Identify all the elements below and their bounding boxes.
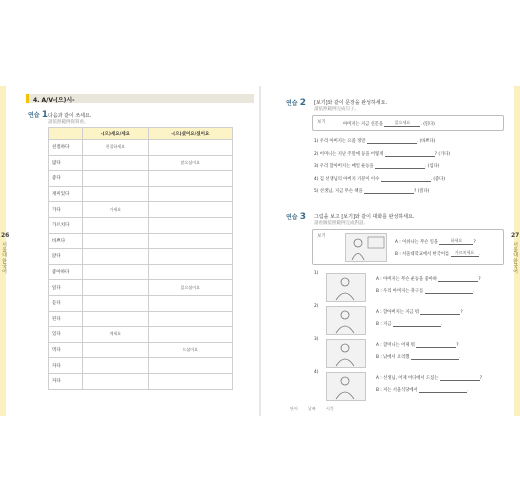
table-row: [49, 358, 233, 374]
item-number: 3): [314, 164, 319, 169]
example-label: 보기: [317, 234, 326, 239]
table-row: [49, 171, 233, 187]
table-header-cell: -(으)셨어요/셨어요: [148, 128, 232, 140]
dialogue-line-a: A : 선생님, 어제 어디에서 드셨는 ?: [376, 376, 483, 381]
line-b-text: B : 우리 아버지는 축구를: [376, 289, 424, 294]
table-row: [49, 140, 233, 156]
table-cell-present: [83, 186, 149, 202]
item-number: 2): [314, 151, 319, 157]
item-hint: . (좋다): [430, 176, 445, 182]
line-b-text: B : 낚에서 요리했: [376, 355, 410, 360]
table-cell-past: [148, 264, 232, 280]
answer-blank[interactable]: [420, 314, 460, 315]
footer-words: 단어: [290, 406, 298, 411]
footer-date: 날짜: [308, 406, 316, 411]
practice-2-item: [314, 188, 429, 194]
answer-blank[interactable]: [416, 347, 456, 348]
table-cell-past: [148, 295, 232, 311]
table-cell-word: 재미있다: [49, 186, 83, 202]
left-side-tab-text: 서울대 한국어: [1, 242, 7, 274]
table-cell-present: [83, 342, 149, 358]
item-text: 어머니는 지난 주말에 등을 어떻게: [319, 151, 384, 157]
table-cell-present: [83, 233, 149, 249]
table-cell-present: [83, 171, 149, 187]
practice-2-item: [314, 138, 435, 144]
example-sentence: 아버지는 지금 신문을: [343, 122, 384, 127]
answer-blank[interactable]: [419, 392, 467, 393]
practice-2-instruction-sub: 請依照範例完成句子。: [314, 107, 359, 112]
answer-blank[interactable]: [375, 168, 425, 169]
table-cell-present: [83, 311, 149, 327]
table-cell-present: [83, 280, 149, 296]
item-number: 4): [314, 370, 319, 375]
item-number: 1): [314, 271, 319, 276]
dialogue-illustration: [326, 339, 366, 368]
table-cell-past: [148, 249, 232, 265]
table-cell-word: 듣다: [49, 295, 83, 311]
table-cell-word: 자다: [49, 358, 83, 374]
item-number: 2): [314, 304, 319, 309]
table-cell-word: 자다: [49, 373, 83, 389]
table-row: [49, 311, 233, 327]
line-b-text: B : 저는 서울식당에서: [376, 388, 418, 393]
example-label: 보기: [317, 120, 326, 125]
table-cell-past: [148, 171, 232, 187]
example-a-answer: 하세요: [450, 238, 463, 243]
lesson-title-bar: [26, 94, 254, 103]
practice-2-heading: [286, 98, 306, 108]
practice-2-item: [314, 151, 450, 157]
item-number: 4): [314, 176, 319, 182]
right-side-tab-text: 서울대 한국어: [512, 242, 518, 274]
example-b-answer: 가르치세요: [454, 250, 475, 255]
practice-1-instruction-sub: 請依照範例寫寫看。: [48, 120, 89, 125]
practice-label: 연습: [28, 112, 40, 119]
teacher-illustration-icon: [346, 234, 386, 261]
dialogue-line-b: B : 낚에서 요리했 .: [376, 355, 461, 360]
table-cell-word: 있다: [49, 327, 83, 343]
table-row: [49, 186, 233, 202]
example-b-blank: [451, 250, 479, 257]
item-number: 5): [314, 189, 319, 194]
table-header-cell: [49, 128, 83, 140]
dialogue-line-a: A : 아버지는 무슨 운동을 좋아하 ?: [376, 277, 481, 282]
table-row: [49, 217, 233, 233]
answer-blank[interactable]: [385, 156, 435, 157]
answer-blank[interactable]: [438, 281, 478, 282]
table-row: [49, 249, 233, 265]
right-page-number: 27: [511, 232, 520, 239]
practice-3-example-box: 보기 A : 이쉬나는 무슨 일을 하세요 ? B : 서울대학교에서 한국어를 가르치세요 .: [312, 229, 504, 265]
item-hint: . (입다): [425, 164, 440, 169]
practice-2-item: [314, 176, 445, 182]
practice-number: 1: [41, 110, 48, 120]
table-cell-word: 가르치다: [49, 217, 83, 233]
practice-1-heading: [28, 110, 48, 120]
item-hint: . (바쁘다): [416, 139, 436, 144]
dialogue-line-a: A : 할아버지는 지금 뭐 ?: [376, 310, 463, 315]
table-header-row: [49, 128, 233, 140]
answer-blank[interactable]: [440, 380, 480, 381]
practice-label: 연습: [286, 214, 298, 221]
table-cell-word: 된다: [49, 311, 83, 327]
item-text: 김 선생님의 아버지 기분이 이수: [319, 176, 380, 182]
example-answer-blank: [384, 120, 420, 127]
table-cell-past: [148, 202, 232, 218]
item-number: 1): [314, 139, 319, 144]
answer-blank[interactable]: [425, 293, 473, 294]
table-cell-word: 바쁘다: [49, 233, 83, 249]
practice-2-instruction: [보기]와 같이 문장을 완성하세요.: [314, 100, 388, 106]
dialogue-line-b: B : 저는 서울식당에서 .: [376, 388, 469, 393]
table-cell-past: [148, 373, 232, 389]
table-row: [49, 373, 233, 389]
table-row: [49, 327, 233, 343]
table-cell-present: [83, 295, 149, 311]
table-row: [49, 280, 233, 296]
table-cell-past: [148, 140, 232, 156]
table-header-cell: -(으)세요/세요: [83, 128, 149, 140]
line-a-text: A : 아버지는 무슨 운동을 좋아하: [376, 277, 438, 282]
table-row: [49, 155, 233, 171]
person-illustration-icon: [327, 274, 365, 301]
table-cell-word: 읽다: [49, 280, 83, 296]
table-cell-past: [148, 217, 232, 233]
table-cell-word: 가다: [49, 202, 83, 218]
book-gutter: [259, 86, 261, 416]
dialogue-line-b: B : 지금 .: [376, 322, 443, 327]
table-row: [49, 264, 233, 280]
practice-2-item: [314, 163, 439, 169]
practice-3-instruction-sub: 請看圖依照範例完成對話。: [314, 221, 368, 226]
item-hint: ? (읽다): [414, 189, 430, 194]
dialogue-illustration: [326, 273, 366, 302]
line-a-text: A : 할아버지는 지금 뭐: [376, 310, 420, 315]
dialogue-line-b: B : 우리 아버지는 축구를 .: [376, 289, 474, 294]
table-cell-word: 많다: [49, 155, 83, 171]
example-hint: . (읽다): [420, 122, 435, 127]
table-cell-present: [83, 249, 149, 265]
practice-2-example-box: [312, 115, 504, 131]
person-illustration-icon: [327, 373, 365, 400]
person-illustration-icon: [327, 340, 365, 367]
lesson-title: 4. A/V-(으)시-: [33, 97, 75, 104]
item-number: 3): [314, 337, 319, 342]
item-hint: ? (가다): [434, 151, 451, 157]
practice-1-instruction: 다음과 같이 쓰세요.: [48, 113, 92, 119]
dialogue-illustration: [326, 372, 366, 401]
conjugation-table: [48, 127, 233, 390]
table-row: [49, 342, 233, 358]
table-cell-present: [83, 358, 149, 374]
item-text: 선생님, 지금 무슨 책을: [319, 189, 363, 194]
line-a-text: A : 할머니는 어제 뭐: [376, 343, 415, 348]
person-illustration-icon: [327, 307, 365, 334]
answer-blank[interactable]: [411, 359, 459, 360]
item-text: 우리 아버지는 요즘 정말: [319, 139, 366, 144]
example-a-text: A : 이쉬나는 무슨 일을: [395, 240, 439, 245]
line-b-text: B : 지금: [376, 322, 392, 327]
table-row: [49, 233, 233, 249]
practice-number: 3: [299, 212, 306, 222]
table-cell-past: [148, 327, 232, 343]
answer-blank[interactable]: [381, 181, 431, 182]
footer-time: 시간: [326, 406, 334, 411]
practice-3-instruction: 그림을 보고 [보기]와 같이 대화를 완성하세요.: [314, 214, 415, 220]
table-cell-word: 친절하다: [49, 140, 83, 156]
table-cell-past: [148, 358, 232, 374]
table-cell-past: [148, 186, 232, 202]
answer-blank[interactable]: [364, 193, 414, 194]
dialogue-illustration: [326, 306, 366, 335]
table-cell-present: [83, 264, 149, 280]
table-cell-present: [83, 217, 149, 233]
table-cell-word: 앉다: [49, 249, 83, 265]
table-cell-past: 읽으셨어요: [148, 280, 232, 296]
example-illustration: [345, 233, 387, 262]
table-cell-present: 친절하세요: [83, 140, 149, 156]
left-page-number: 26: [1, 232, 10, 239]
example-answer: 읽으세요: [394, 120, 411, 125]
table-cell-present: 가세요: [83, 202, 149, 218]
dialogue-line-a: A : 할머니는 어제 뭐 ?: [376, 343, 459, 348]
table-row: [49, 202, 233, 218]
line-a-text: A : 선생님, 어제 어디에서 드셨는: [376, 376, 439, 381]
example-a-blank: [439, 238, 473, 245]
table-cell-past: 많으셨어요: [148, 155, 232, 171]
practice-number: 2: [299, 98, 306, 108]
table-cell-past: 드셨어요: [148, 342, 232, 358]
table-cell-present: [83, 155, 149, 171]
table-cell-present: 계세요: [83, 327, 149, 343]
table-row: [49, 295, 233, 311]
table-cell-present: [83, 373, 149, 389]
answer-blank[interactable]: [367, 143, 417, 144]
table-cell-past: [148, 311, 232, 327]
answer-blank[interactable]: [393, 326, 441, 327]
item-text: 우리 할아버지는 매일 운동을: [319, 164, 374, 169]
example-b-text: B : 서울대학교에서 한국어를: [395, 252, 450, 257]
table-cell-word: 좋아하다: [49, 264, 83, 280]
table-cell-word: 먹다: [49, 342, 83, 358]
table-cell-word: 좋다: [49, 171, 83, 187]
practice-3-heading: [286, 212, 306, 222]
table-cell-past: [148, 233, 232, 249]
practice-label: 연습: [286, 100, 298, 107]
